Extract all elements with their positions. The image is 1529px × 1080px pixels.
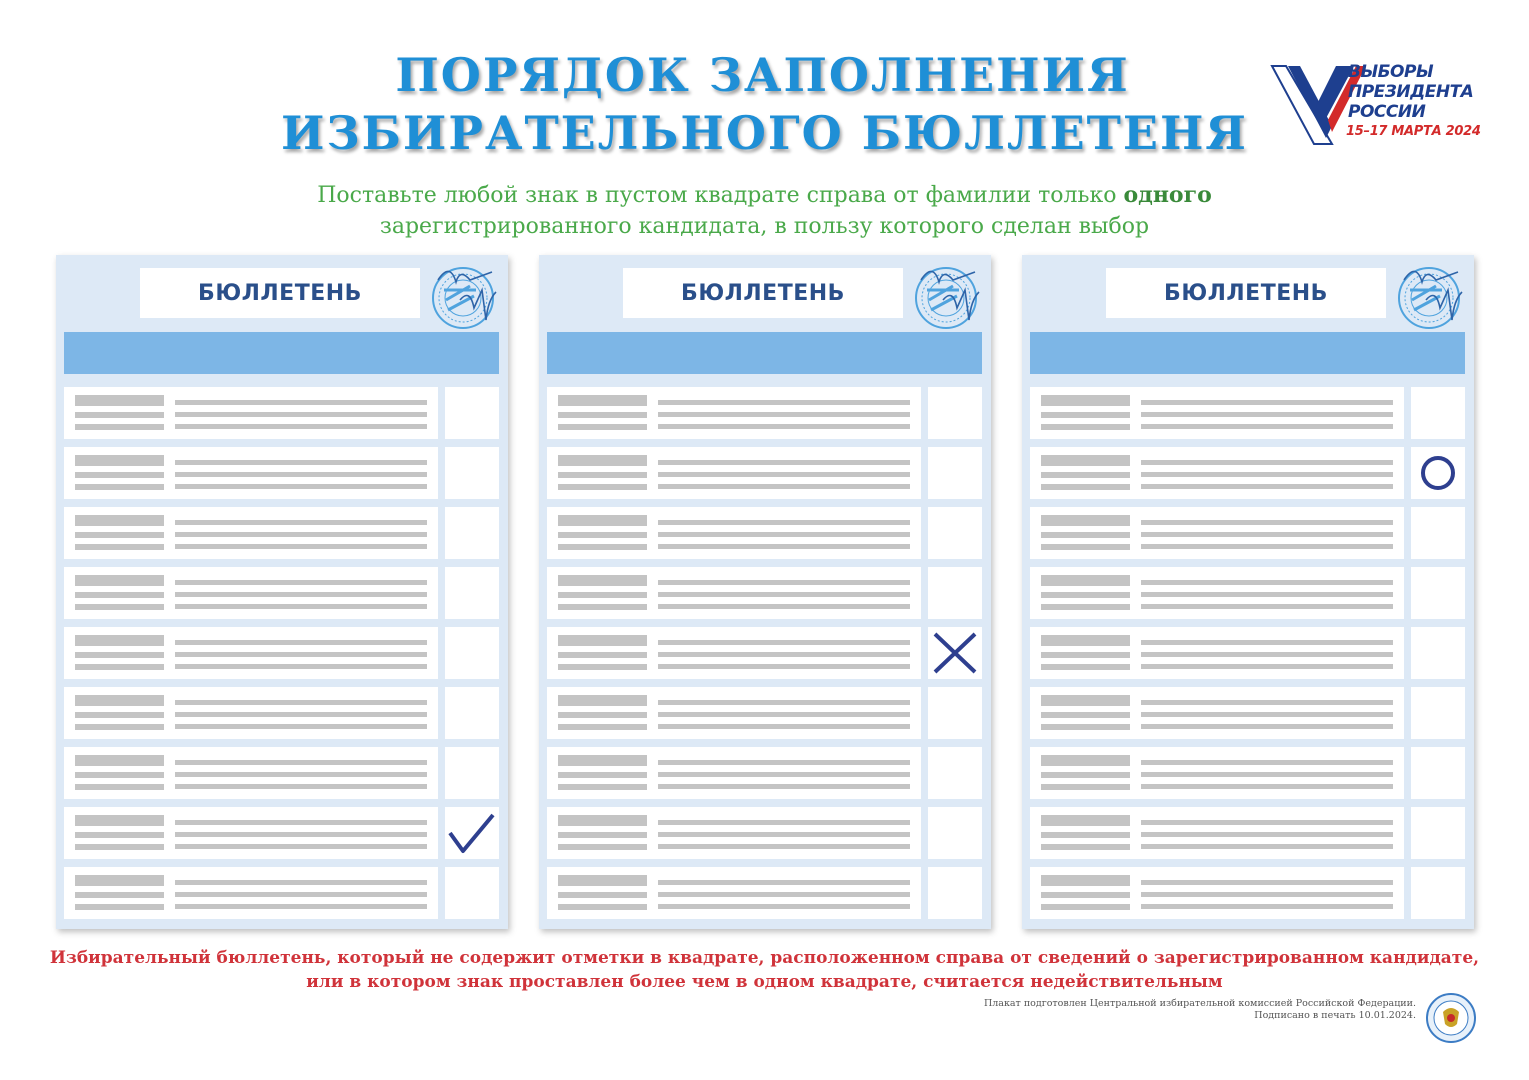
vote-box[interactable]: [445, 627, 499, 679]
text-placeholder-line: [1041, 412, 1130, 418]
candidate-row: [64, 507, 438, 559]
text-placeholder-line: [1041, 904, 1130, 910]
warning-line1: Избирательный бюллетень, который не содержит отметки в квадрате, расположенном справа от сведений о зарегистрированном кандидате,: [49, 948, 1480, 968]
instruction-emphasis: одного: [1123, 182, 1212, 208]
text-placeholder-line: [658, 880, 910, 885]
text-placeholder-line: [558, 772, 647, 778]
candidate-row: [64, 867, 438, 919]
ballot-header: БЮЛЛЕТЕНЬ: [623, 268, 903, 318]
vote-box[interactable]: [1411, 807, 1465, 859]
text-placeholder-line: [75, 664, 164, 670]
vote-box[interactable]: [1411, 687, 1465, 739]
candidate-row: [547, 807, 921, 859]
text-placeholder-line: [75, 484, 164, 490]
warning-line2: или в котором знак проставлен более чем в одном квадрате, считается недействительным: [306, 972, 1223, 992]
text-placeholder-line: [1141, 400, 1393, 405]
text-placeholder-line: [75, 815, 164, 826]
text-placeholder-line: [1141, 532, 1393, 537]
text-placeholder-line: [175, 652, 427, 657]
vote-box[interactable]: [445, 747, 499, 799]
text-placeholder-line: [658, 520, 910, 525]
check-icon: [445, 807, 499, 859]
ballot-1: [56, 255, 508, 929]
text-placeholder-line: [1141, 844, 1393, 849]
text-placeholder-line: [1141, 784, 1393, 789]
text-placeholder-line: [1041, 575, 1130, 586]
text-placeholder-line: [658, 460, 910, 465]
text-placeholder-line: [1041, 664, 1130, 670]
candidate-row: [1030, 387, 1404, 439]
candidate-row: [1030, 807, 1404, 859]
text-placeholder-line: [175, 700, 427, 705]
text-placeholder-line: [658, 424, 910, 429]
logo-line1: ВЫБОРЫ: [1348, 62, 1434, 82]
text-placeholder-line: [1141, 544, 1393, 549]
text-placeholder-line: [1141, 820, 1393, 825]
text-placeholder-line: [1141, 832, 1393, 837]
text-placeholder-line: [75, 755, 164, 766]
text-placeholder-line: [1041, 424, 1130, 430]
candidate-row: [1030, 747, 1404, 799]
poster-title-line2: ИЗБИРАТЕЛЬНОГО БЮЛЛЕТЕНЯ: [280, 106, 1248, 160]
text-placeholder-line: [658, 472, 910, 477]
text-placeholder-line: [1141, 664, 1393, 669]
text-placeholder-line: [75, 515, 164, 526]
logo-line2: ПРЕЗИДЕНТА: [1348, 82, 1474, 102]
text-placeholder-line: [658, 892, 910, 897]
text-placeholder-line: [658, 844, 910, 849]
text-placeholder-line: [1041, 532, 1130, 538]
text-placeholder-line: [75, 892, 164, 898]
ballot-header: БЮЛЛЕТЕНЬ: [1106, 268, 1386, 318]
text-placeholder-line: [1141, 700, 1393, 705]
vote-box[interactable]: [1411, 867, 1465, 919]
text-placeholder-line: [175, 580, 427, 585]
vote-box[interactable]: [445, 687, 499, 739]
text-placeholder-line: [558, 664, 647, 670]
vote-box[interactable]: [928, 387, 982, 439]
text-placeholder-line: [558, 455, 647, 466]
vote-box[interactable]: [928, 567, 982, 619]
text-placeholder-line: [658, 664, 910, 669]
text-placeholder-line: [75, 604, 164, 610]
candidate-row: [1030, 687, 1404, 739]
text-placeholder-line: [75, 875, 164, 886]
text-placeholder-line: [75, 575, 164, 586]
text-placeholder-line: [658, 484, 910, 489]
text-placeholder-line: [175, 460, 427, 465]
candidate-row: [64, 627, 438, 679]
text-placeholder-line: [1041, 695, 1130, 706]
seal-signature-icon: [430, 260, 502, 332]
text-placeholder-line: [558, 652, 647, 658]
text-placeholder-line: [658, 604, 910, 609]
text-placeholder-line: [1141, 904, 1393, 909]
logo-line3: РОССИИ: [1348, 102, 1426, 122]
text-placeholder-line: [658, 772, 910, 777]
text-placeholder-line: [558, 515, 647, 526]
text-placeholder-line: [1041, 724, 1130, 730]
text-placeholder-line: [1041, 472, 1130, 478]
text-placeholder-line: [1041, 844, 1130, 850]
text-placeholder-line: [175, 712, 427, 717]
text-placeholder-line: [1041, 815, 1130, 826]
vote-box[interactable]: [1411, 567, 1465, 619]
text-placeholder-line: [658, 784, 910, 789]
ballot-band: [547, 332, 982, 374]
text-placeholder-line: [558, 544, 647, 550]
ballot-2: [539, 255, 991, 929]
vote-box[interactable]: [1411, 447, 1465, 499]
text-placeholder-line: [175, 664, 427, 669]
text-placeholder-line: [1041, 712, 1130, 718]
text-placeholder-line: [658, 700, 910, 705]
text-placeholder-line: [75, 424, 164, 430]
text-placeholder-line: [75, 652, 164, 658]
text-placeholder-line: [1041, 592, 1130, 598]
text-placeholder-line: [1141, 640, 1393, 645]
text-placeholder-line: [175, 832, 427, 837]
text-placeholder-line: [175, 412, 427, 417]
text-placeholder-line: [558, 412, 647, 418]
vote-box[interactable]: [445, 507, 499, 559]
text-placeholder-line: [1141, 760, 1393, 765]
text-placeholder-line: [658, 592, 910, 597]
candidate-row: [64, 747, 438, 799]
text-placeholder-line: [175, 592, 427, 597]
vote-box[interactable]: [445, 447, 499, 499]
text-placeholder-line: [558, 875, 647, 886]
text-placeholder-line: [175, 760, 427, 765]
text-placeholder-line: [1041, 544, 1130, 550]
text-placeholder-line: [1141, 412, 1393, 417]
text-placeholder-line: [1041, 604, 1130, 610]
text-placeholder-line: [558, 784, 647, 790]
text-placeholder-line: [658, 580, 910, 585]
text-placeholder-line: [558, 755, 647, 766]
text-placeholder-line: [1141, 652, 1393, 657]
text-placeholder-line: [75, 592, 164, 598]
logo-date: 15–17 МАРТА 2024: [1346, 124, 1481, 139]
text-placeholder-line: [175, 532, 427, 537]
ballot-band: [1030, 332, 1465, 374]
ballot-3: [1022, 255, 1474, 929]
text-placeholder-line: [658, 820, 910, 825]
text-placeholder-line: [175, 784, 427, 789]
text-placeholder-line: [558, 472, 647, 478]
seal-signature-icon: [913, 260, 985, 332]
text-placeholder-line: [1141, 712, 1393, 717]
text-placeholder-line: [1141, 592, 1393, 597]
text-placeholder-line: [658, 904, 910, 909]
text-placeholder-line: [175, 904, 427, 909]
text-placeholder-line: [75, 395, 164, 406]
vote-box[interactable]: [928, 687, 982, 739]
vote-box[interactable]: [1411, 387, 1465, 439]
text-placeholder-line: [1141, 724, 1393, 729]
candidate-row: [547, 867, 921, 919]
text-placeholder-line: [558, 592, 647, 598]
text-placeholder-line: [1141, 460, 1393, 465]
text-placeholder-line: [658, 532, 910, 537]
instruction-line1: Поставьте любой знак в пустом квадрате справа от фамилии только: [317, 183, 1124, 208]
text-placeholder-line: [558, 832, 647, 838]
text-placeholder-line: [558, 724, 647, 730]
text-placeholder-line: [658, 544, 910, 549]
cross-icon: [928, 627, 982, 679]
text-placeholder-line: [558, 712, 647, 718]
text-placeholder-line: [658, 712, 910, 717]
ballot-header: БЮЛЛЕТЕНЬ: [140, 268, 420, 318]
text-placeholder-line: [658, 412, 910, 417]
text-placeholder-line: [1041, 515, 1130, 526]
text-placeholder-line: [1141, 880, 1393, 885]
text-placeholder-line: [175, 892, 427, 897]
text-placeholder-line: [175, 484, 427, 489]
seal-signature-icon: [1396, 260, 1468, 332]
text-placeholder-line: [658, 640, 910, 645]
text-placeholder-line: [175, 724, 427, 729]
text-placeholder-line: [75, 412, 164, 418]
candidate-row: [547, 687, 921, 739]
text-placeholder-line: [1141, 484, 1393, 489]
text-placeholder-line: [558, 904, 647, 910]
candidate-row: [547, 567, 921, 619]
text-placeholder-line: [558, 844, 647, 850]
text-placeholder-line: [1141, 424, 1393, 429]
text-placeholder-line: [558, 815, 647, 826]
text-placeholder-line: [175, 880, 427, 885]
text-placeholder-line: [1041, 832, 1130, 838]
instruction-text: [0, 180, 1529, 242]
text-placeholder-line: [175, 400, 427, 405]
circle-icon: [1411, 447, 1465, 499]
vote-box[interactable]: [928, 507, 982, 559]
text-placeholder-line: [1041, 635, 1130, 646]
text-placeholder-line: [175, 472, 427, 477]
candidate-row: [1030, 627, 1404, 679]
text-placeholder-line: [1141, 772, 1393, 777]
text-placeholder-line: [558, 892, 647, 898]
poster-title-line1: ПОРЯДОК ЗАПОЛНЕНИЯ: [395, 48, 1130, 102]
text-placeholder-line: [558, 424, 647, 430]
vote-box[interactable]: [445, 567, 499, 619]
text-placeholder-line: [1041, 395, 1130, 406]
text-placeholder-line: [1141, 580, 1393, 585]
invalid-ballot-warning: [0, 946, 1529, 994]
text-placeholder-line: [175, 820, 427, 825]
text-placeholder-line: [1041, 652, 1130, 658]
text-placeholder-line: [1041, 755, 1130, 766]
text-placeholder-line: [175, 520, 427, 525]
candidate-row: [64, 447, 438, 499]
vote-box[interactable]: [928, 627, 982, 679]
cec-emblem-icon: [1425, 992, 1477, 1044]
text-placeholder-line: [558, 395, 647, 406]
text-placeholder-line: [75, 724, 164, 730]
text-placeholder-line: [558, 695, 647, 706]
vote-box[interactable]: [928, 447, 982, 499]
text-placeholder-line: [1041, 875, 1130, 886]
text-placeholder-line: [175, 640, 427, 645]
text-placeholder-line: [1041, 784, 1130, 790]
vote-box[interactable]: [445, 867, 499, 919]
candidate-row: [547, 627, 921, 679]
text-placeholder-line: [75, 844, 164, 850]
text-placeholder-line: [1141, 892, 1393, 897]
footer-line2: Подписано в печать 10.01.2024.: [1254, 1010, 1416, 1021]
candidate-row: [64, 687, 438, 739]
candidate-row: [64, 387, 438, 439]
text-placeholder-line: [558, 604, 647, 610]
text-placeholder-line: [75, 455, 164, 466]
text-placeholder-line: [558, 484, 647, 490]
instruction-line2: зарегистрированного кандидата, в пользу которого сделан выбор: [379, 214, 1150, 239]
text-placeholder-line: [658, 724, 910, 729]
candidate-row: [1030, 867, 1404, 919]
candidate-row: [64, 807, 438, 859]
text-placeholder-line: [558, 532, 647, 538]
text-placeholder-line: [175, 604, 427, 609]
vote-box[interactable]: [1411, 747, 1465, 799]
text-placeholder-line: [1141, 604, 1393, 609]
text-placeholder-line: [1041, 455, 1130, 466]
text-placeholder-line: [75, 712, 164, 718]
text-placeholder-line: [75, 772, 164, 778]
text-placeholder-line: [1041, 892, 1130, 898]
candidate-row: [547, 507, 921, 559]
text-placeholder-line: [658, 832, 910, 837]
footer-line1: Плакат подготовлен Центральной избирательной комиссией Российской Федерации.: [983, 998, 1416, 1009]
text-placeholder-line: [658, 760, 910, 765]
text-placeholder-line: [175, 424, 427, 429]
vote-box[interactable]: [1411, 627, 1465, 679]
vote-box[interactable]: [928, 867, 982, 919]
vote-box[interactable]: [445, 387, 499, 439]
text-placeholder-line: [175, 544, 427, 549]
footer-note: [984, 998, 1416, 1022]
text-placeholder-line: [658, 652, 910, 657]
text-placeholder-line: [75, 472, 164, 478]
text-placeholder-line: [75, 695, 164, 706]
text-placeholder-line: [75, 544, 164, 550]
candidate-row: [547, 447, 921, 499]
text-placeholder-line: [1141, 520, 1393, 525]
text-placeholder-line: [75, 784, 164, 790]
text-placeholder-line: [175, 844, 427, 849]
candidate-row: [1030, 447, 1404, 499]
text-placeholder-line: [658, 400, 910, 405]
candidate-row: [547, 747, 921, 799]
text-placeholder-line: [75, 532, 164, 538]
candidate-row: [64, 567, 438, 619]
text-placeholder-line: [1041, 484, 1130, 490]
election-logo: [1270, 60, 1500, 150]
text-placeholder-line: [558, 575, 647, 586]
candidate-row: [1030, 567, 1404, 619]
vote-box[interactable]: [445, 807, 499, 859]
text-placeholder-line: [1141, 472, 1393, 477]
vote-box[interactable]: [928, 747, 982, 799]
text-placeholder-line: [75, 635, 164, 646]
text-placeholder-line: [75, 904, 164, 910]
text-placeholder-line: [1041, 772, 1130, 778]
vote-box[interactable]: [928, 807, 982, 859]
ballot-band: [64, 332, 499, 374]
candidate-row: [1030, 507, 1404, 559]
candidate-row: [547, 387, 921, 439]
logo-text: [1348, 62, 1473, 122]
text-placeholder-line: [75, 832, 164, 838]
vote-box[interactable]: [1411, 507, 1465, 559]
text-placeholder-line: [175, 772, 427, 777]
text-placeholder-line: [558, 635, 647, 646]
